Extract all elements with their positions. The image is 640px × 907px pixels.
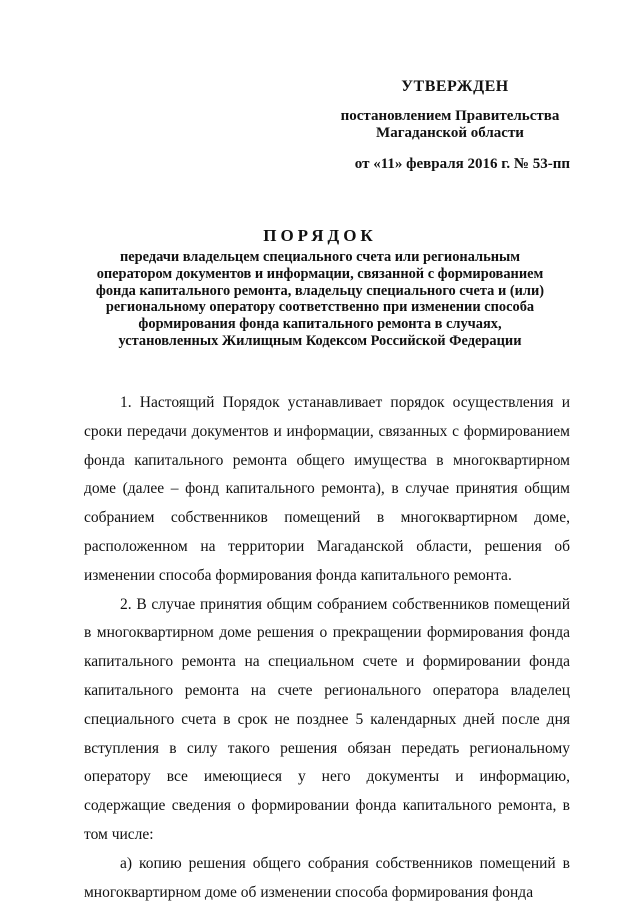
paragraph-2: 2. В случае принятия общим собранием собственников помещений в многоквартирном доме решения о прекращении формирования фонда капитального ремонта на специальном счете и формировании фонда капитального ремонта на счете регионального оператора владелец специального счета в срок не позднее 5 календарных дней после дня вступления в силу такого решения обязан передать региональному оператору все имеющиеся у него документы и информацию, содержащие сведения о формировании фонда капитального ремонта, в том числе: [84,595,570,843]
approval-authority-line: Магаданской области [376,125,524,141]
subtitle-line: оператором документов и информации, связанной с формированием [96,265,544,282]
subtitle-line: региональному оператору соответственно при изменении способа [105,299,535,316]
subtitle-line: передачи владельцем специального счета или региональным [119,249,521,265]
approved-heading: УТВЕРЖДЕН [401,78,509,95]
document-body [84,389,570,907]
subtitle-line: установленных Жилищным Кодексом Российской Федерации [118,332,522,349]
document-subtitle [80,249,560,350]
approval-date: от «11» февраля 2016 г. № 53-пп [354,156,570,172]
approval-authority-line: постановлением Правительства [340,108,560,124]
approval-authority [330,108,570,142]
paragraph-2a: а) копию решения общего собрания собственников помещений в многоквартирном доме об изменении способа формирования фонда [84,854,570,901]
document-title: ПОРЯДОК [263,226,377,245]
subtitle-line: фонда капитального ремонта, владельцу специального счета и (или) [95,282,545,299]
subtitle-line: формирования фонда капитального ремонта в случаях, [138,316,502,333]
paragraph-1: 1. Настоящий Порядок устанавливает порядок осуществления и сроки передачи документов и информации, связанных с формированием фонда капитального ремонта общего имущества в многоквартирном доме (далее – фонд капитального ремонта), в случае принятия общим собранием собственников помещений в многоквартирном доме, расположенном на территории Магаданской области, решения об изменении способа формирования фонда капитального ремонта. [84,394,570,584]
approval-block [330,78,570,173]
